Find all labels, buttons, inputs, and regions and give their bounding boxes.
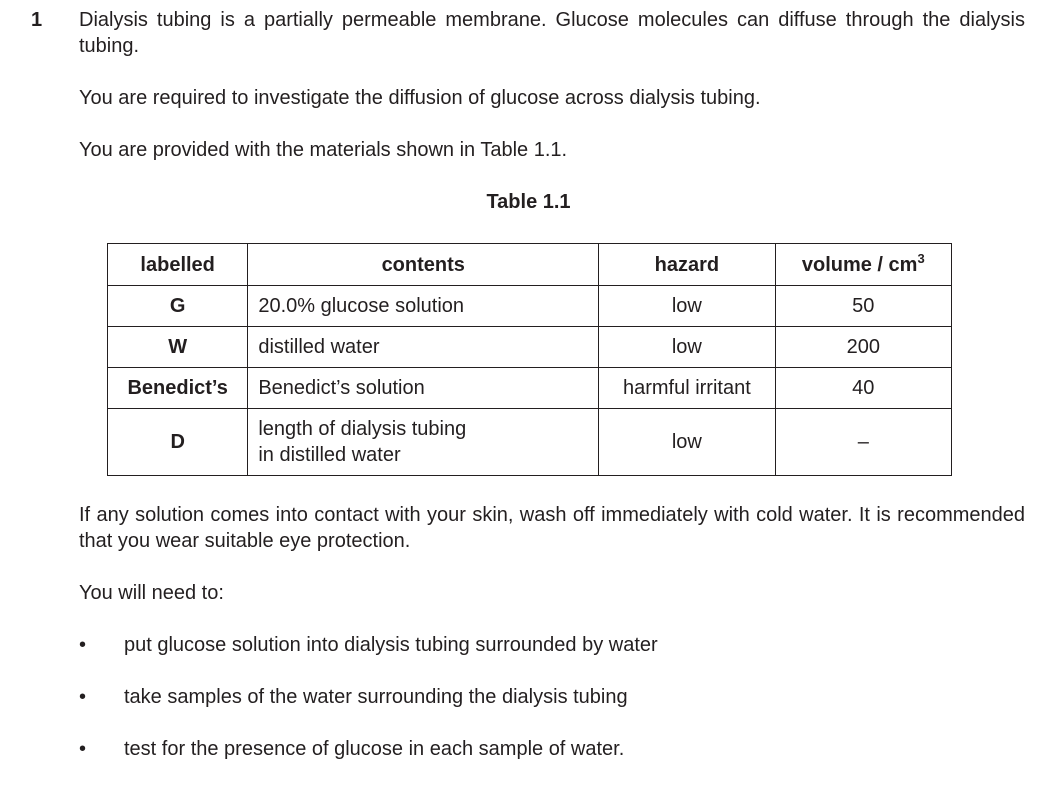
list-item-text: take samples of the water surrounding the dialysis tubing	[124, 686, 628, 708]
header-hazard: hazard	[599, 244, 775, 286]
cell-contents-line: length of dialysis tubing	[258, 418, 467, 440]
bullet-icon: •	[79, 634, 87, 656]
cell-contents: Benedict’s solution	[248, 368, 599, 409]
cell-hazard: low	[599, 327, 775, 368]
cell-volume: 50	[775, 286, 951, 327]
cell-hazard: harmful irritant	[599, 368, 775, 409]
cell-labelled: W	[108, 327, 248, 368]
list-item-text: put glucose solution into dialysis tubing surrounded by water	[124, 634, 658, 656]
materials-paragraph: You are provided with the materials shown in Table 1.1.	[79, 139, 568, 161]
cell-volume: 40	[775, 368, 951, 409]
intro-paragraph: Dialysis tubing is a partially permeable membrane. Glucose molecules can diffuse through the dialysis tubing.	[79, 9, 1025, 57]
list-item-text: test for the presence of glucose in each sample of water.	[124, 738, 625, 760]
list-item	[79, 736, 979, 788]
needs-intro: You will need to:	[79, 582, 224, 604]
cell-contents: distilled water	[248, 327, 599, 368]
table-row	[108, 327, 952, 368]
needs-list	[79, 632, 979, 788]
header-contents: contents	[248, 244, 599, 286]
header-volume-text: volume / cm	[801, 253, 918, 276]
cell-volume: –	[775, 409, 951, 476]
cell-labelled: D	[108, 409, 248, 476]
materials-table	[107, 243, 952, 476]
table-header-row	[108, 244, 952, 286]
safety-paragraph: If any solution comes into contact with your skin, wash off immediately with cold water. It is recommended that you wear suitable eye protection.	[79, 504, 1025, 552]
list-item	[79, 684, 979, 736]
cell-labelled: G	[108, 286, 248, 327]
table-row	[108, 286, 952, 327]
cell-contents-line: in distilled water	[258, 444, 401, 466]
cell-contents	[248, 409, 599, 476]
cell-volume: 200	[775, 327, 951, 368]
header-volume	[775, 244, 951, 286]
bullet-icon: •	[79, 738, 87, 760]
task-paragraph: You are required to investigate the diffusion of glucose across dialysis tubing.	[79, 87, 761, 109]
header-volume-superscript: 3	[917, 250, 925, 266]
header-labelled: labelled	[108, 244, 248, 286]
table-row	[108, 409, 952, 476]
cell-hazard: low	[599, 409, 775, 476]
cell-hazard: low	[599, 286, 775, 327]
cell-contents: 20.0% glucose solution	[248, 286, 599, 327]
bullet-icon: •	[79, 686, 87, 708]
cell-labelled: Benedict’s	[108, 368, 248, 409]
list-item	[79, 632, 979, 684]
question-number: 1	[31, 9, 43, 31]
table-row	[108, 368, 952, 409]
table-caption: Table 1.1	[486, 191, 571, 213]
